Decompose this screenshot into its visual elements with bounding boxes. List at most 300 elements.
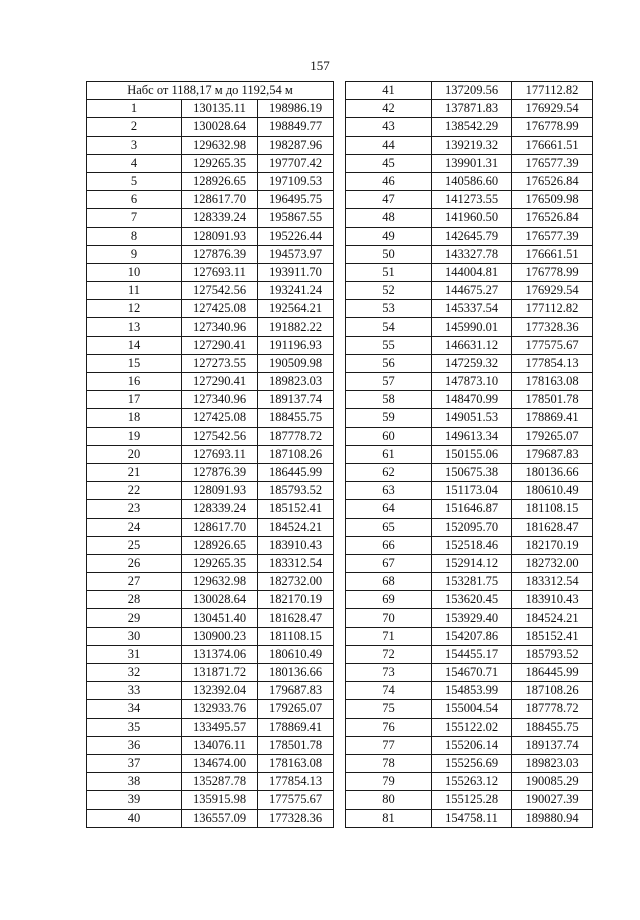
point-number: 43 [346,118,432,136]
point-number: 21 [87,463,182,481]
table-row [346,736,593,754]
coordinate-x: 128091.93 [182,227,258,245]
coordinate-x: 141960.50 [432,209,512,227]
coordinate-y: 176661.51 [512,245,593,263]
point-number: 32 [87,664,182,682]
point-number: 17 [87,391,182,409]
point-number: 11 [87,282,182,300]
point-number: 63 [346,482,432,500]
table-row [87,627,334,645]
coordinate-x: 132933.76 [182,700,258,718]
table-row [87,773,334,791]
coordinate-x: 153929.40 [432,609,512,627]
coordinate-y: 195867.55 [258,209,334,227]
point-number: 42 [346,100,432,118]
point-number: 35 [87,718,182,736]
coordinate-y: 198986.19 [258,100,334,118]
point-number: 73 [346,664,432,682]
table-row [87,136,334,154]
coordinate-y: 176509.98 [512,191,593,209]
table-row [87,100,334,118]
coordinate-x: 154758.11 [432,809,512,827]
table-row [87,391,334,409]
table-row [87,682,334,700]
point-number: 31 [87,645,182,663]
coordinate-x: 149051.53 [432,409,512,427]
coordinate-x: 147259.32 [432,354,512,372]
coordinate-x: 129632.98 [182,136,258,154]
coordinate-y: 182170.19 [512,536,593,554]
point-number: 38 [87,773,182,791]
coordinate-y: 183312.54 [512,573,593,591]
coordinate-x: 147873.10 [432,373,512,391]
table-row [346,245,593,263]
coordinate-y: 178501.78 [258,736,334,754]
coordinate-y: 181628.47 [258,609,334,627]
table-row [87,354,334,372]
table-row [87,791,334,809]
coordinate-y: 183312.54 [258,554,334,572]
table-row [87,573,334,591]
coordinate-y: 179265.07 [258,700,334,718]
point-number: 61 [346,445,432,463]
table-row [346,209,593,227]
coordinate-x: 154853.99 [432,682,512,700]
coordinate-y: 188455.75 [512,718,593,736]
coordinate-y: 197707.42 [258,154,334,172]
coordinate-x: 128617.70 [182,518,258,536]
coordinate-y: 182732.00 [258,573,334,591]
point-number: 41 [346,82,432,100]
point-number: 16 [87,373,182,391]
point-number: 56 [346,354,432,372]
point-number: 8 [87,227,182,245]
coordinate-x: 128926.65 [182,536,258,554]
coordinate-x: 143327.78 [432,245,512,263]
coordinate-y: 177112.82 [512,82,593,100]
coordinate-x: 144675.27 [432,282,512,300]
point-number: 2 [87,118,182,136]
point-number: 53 [346,300,432,318]
coordinate-y: 177328.36 [512,318,593,336]
table-row [346,536,593,554]
table-header: Набс от 1188,17 м до 1192,54 м [87,82,334,100]
coordinate-x: 154670.71 [432,664,512,682]
table-row [346,700,593,718]
coordinate-x: 141273.55 [432,191,512,209]
table-row [346,518,593,536]
coordinate-x: 130028.64 [182,118,258,136]
coordinate-y: 190027.39 [512,791,593,809]
coordinate-x: 135287.78 [182,773,258,791]
coordinate-x: 127425.08 [182,409,258,427]
table-row [346,645,593,663]
coordinate-y: 188455.75 [258,409,334,427]
point-number: 18 [87,409,182,427]
coordinate-y: 186445.99 [258,463,334,481]
point-number: 54 [346,318,432,336]
point-number: 55 [346,336,432,354]
coordinate-y: 189823.03 [512,754,593,772]
coordinate-y: 198849.77 [258,118,334,136]
coordinates-table-right [345,81,593,828]
point-number: 34 [87,700,182,718]
point-number: 44 [346,136,432,154]
coordinate-y: 176778.99 [512,118,593,136]
coordinate-y: 181108.15 [512,500,593,518]
table-row [346,591,593,609]
table-row [87,809,334,827]
table-row [346,100,593,118]
coordinate-x: 153281.75 [432,573,512,591]
point-number: 20 [87,445,182,463]
table-row [87,336,334,354]
table-row [87,172,334,190]
table-row [87,300,334,318]
coordinate-x: 128926.65 [182,172,258,190]
coordinate-y: 178869.41 [258,718,334,736]
coordinate-y: 191196.93 [258,336,334,354]
coordinate-y: 178163.08 [258,754,334,772]
coordinate-y: 193241.24 [258,282,334,300]
table-row [346,427,593,445]
coordinate-y: 195226.44 [258,227,334,245]
coordinate-y: 177575.67 [258,791,334,809]
point-number: 7 [87,209,182,227]
coordinate-x: 145990.01 [432,318,512,336]
coordinate-x: 127693.11 [182,263,258,281]
coordinate-y: 192564.21 [258,300,334,318]
table-row [87,263,334,281]
point-number: 37 [87,754,182,772]
coordinate-y: 177328.36 [258,809,334,827]
coordinate-x: 128617.70 [182,191,258,209]
coordinate-x: 128339.24 [182,500,258,518]
coordinate-y: 197109.53 [258,172,334,190]
point-number: 24 [87,518,182,536]
coordinate-x: 152518.46 [432,536,512,554]
coordinate-y: 185152.41 [258,500,334,518]
coordinate-y: 177854.13 [258,773,334,791]
coordinate-y: 179687.83 [512,445,593,463]
coordinate-y: 187108.26 [512,682,593,700]
point-number: 40 [87,809,182,827]
table-row [346,409,593,427]
table-row [87,645,334,663]
table-row [87,664,334,682]
coordinate-y: 176577.39 [512,227,593,245]
table-row [87,518,334,536]
coordinate-x: 155206.14 [432,736,512,754]
coordinate-y: 180136.66 [512,463,593,481]
coordinate-y: 179265.07 [512,427,593,445]
table-row [346,445,593,463]
table-row [346,554,593,572]
table-row [346,227,593,245]
table-row [346,754,593,772]
coordinate-x: 155263.12 [432,773,512,791]
point-number: 47 [346,191,432,209]
point-number: 27 [87,573,182,591]
coordinate-x: 127542.56 [182,282,258,300]
table-row [346,282,593,300]
point-number: 71 [346,627,432,645]
coordinate-x: 132392.04 [182,682,258,700]
table-row [346,791,593,809]
coordinate-x: 131374.06 [182,645,258,663]
table-row [87,500,334,518]
point-number: 59 [346,409,432,427]
table-row [346,627,593,645]
point-number: 46 [346,172,432,190]
coordinate-y: 182732.00 [512,554,593,572]
table-row [87,482,334,500]
coordinate-x: 142645.79 [432,227,512,245]
table-row [87,554,334,572]
point-number: 79 [346,773,432,791]
coordinate-x: 128339.24 [182,209,258,227]
coordinate-x: 138542.29 [432,118,512,136]
point-number: 66 [346,536,432,554]
table-row [87,445,334,463]
coordinate-y: 194573.97 [258,245,334,263]
point-number: 81 [346,809,432,827]
coordinate-y: 180610.49 [258,645,334,663]
point-number: 67 [346,554,432,572]
point-number: 57 [346,373,432,391]
table-row [87,227,334,245]
coordinate-x: 131871.72 [182,664,258,682]
point-number: 23 [87,500,182,518]
coordinate-y: 178501.78 [512,391,593,409]
point-number: 29 [87,609,182,627]
coordinate-y: 185793.52 [258,482,334,500]
coordinate-y: 189823.03 [258,373,334,391]
point-number: 19 [87,427,182,445]
coordinate-y: 187108.26 [258,445,334,463]
table-row [346,136,593,154]
coordinate-y: 181628.47 [512,518,593,536]
coordinate-x: 139901.31 [432,154,512,172]
point-number: 68 [346,573,432,591]
point-number: 15 [87,354,182,372]
coordinate-y: 176929.54 [512,100,593,118]
coordinate-x: 127290.41 [182,336,258,354]
coordinate-y: 176778.99 [512,263,593,281]
coordinate-x: 153620.45 [432,591,512,609]
coordinate-y: 187778.72 [258,427,334,445]
coordinate-y: 177575.67 [512,336,593,354]
table-row [87,409,334,427]
point-number: 12 [87,300,182,318]
coordinate-y: 189137.74 [512,736,593,754]
coordinate-x: 140586.60 [432,172,512,190]
point-number: 6 [87,191,182,209]
coordinate-y: 196495.75 [258,191,334,209]
table-header-row [87,82,334,100]
point-number: 77 [346,736,432,754]
coordinates-table-left [86,81,334,828]
point-number: 48 [346,209,432,227]
coordinate-x: 127693.11 [182,445,258,463]
page-number: 157 [310,58,330,73]
coordinate-y: 190509.98 [258,354,334,372]
coordinate-x: 144004.81 [432,263,512,281]
coordinate-x: 128091.93 [182,482,258,500]
point-number: 36 [87,736,182,754]
table-row [346,373,593,391]
coordinate-y: 176526.84 [512,209,593,227]
coordinate-x: 151646.87 [432,500,512,518]
point-number: 49 [346,227,432,245]
table-row [346,336,593,354]
coordinate-y: 178869.41 [512,409,593,427]
point-number: 39 [87,791,182,809]
coordinate-y: 177854.13 [512,354,593,372]
coordinate-x: 155125.28 [432,791,512,809]
coordinate-x: 155004.54 [432,700,512,718]
point-number: 74 [346,682,432,700]
coordinate-x: 155256.69 [432,754,512,772]
point-number: 62 [346,463,432,481]
coordinate-x: 136557.09 [182,809,258,827]
point-number: 45 [346,154,432,172]
point-number: 30 [87,627,182,645]
table-row [346,354,593,372]
coordinate-x: 127425.08 [182,300,258,318]
table-row [87,754,334,772]
table-row [87,245,334,263]
point-number: 69 [346,591,432,609]
coordinate-x: 151173.04 [432,482,512,500]
point-number: 72 [346,645,432,663]
point-number: 28 [87,591,182,609]
table-row [346,482,593,500]
table-row [346,300,593,318]
coordinate-x: 150675.38 [432,463,512,481]
table-row [87,118,334,136]
point-number: 51 [346,263,432,281]
coordinate-y: 176577.39 [512,154,593,172]
coordinate-y: 176661.51 [512,136,593,154]
coordinate-x: 133495.57 [182,718,258,736]
table-row [87,191,334,209]
table-row [87,463,334,481]
coordinate-x: 137871.83 [432,100,512,118]
coordinate-y: 179687.83 [258,682,334,700]
point-number: 1 [87,100,182,118]
point-number: 25 [87,536,182,554]
coordinate-y: 189137.74 [258,391,334,409]
coordinate-x: 139219.32 [432,136,512,154]
table-row [346,773,593,791]
point-number: 58 [346,391,432,409]
point-number: 22 [87,482,182,500]
coordinate-x: 127340.96 [182,391,258,409]
coordinate-x: 154455.17 [432,645,512,663]
table-row [87,373,334,391]
coordinate-x: 129265.35 [182,554,258,572]
point-number: 78 [346,754,432,772]
coordinate-x: 134076.11 [182,736,258,754]
coordinate-y: 178163.08 [512,373,593,391]
table-row [87,209,334,227]
table-row [346,809,593,827]
coordinate-y: 180610.49 [512,482,593,500]
table-row [346,172,593,190]
coordinate-x: 129632.98 [182,573,258,591]
coordinate-y: 189880.94 [512,809,593,827]
coordinate-y: 176929.54 [512,282,593,300]
table-row [346,463,593,481]
point-number: 64 [346,500,432,518]
table-row [87,718,334,736]
coordinate-y: 193911.70 [258,263,334,281]
coordinate-x: 154207.86 [432,627,512,645]
point-number: 70 [346,609,432,627]
table-row [346,718,593,736]
table-row [346,609,593,627]
table-row [87,427,334,445]
table-row [346,154,593,172]
coordinate-x: 130028.64 [182,591,258,609]
coordinate-y: 186445.99 [512,664,593,682]
table-row [346,682,593,700]
coordinate-y: 191882.22 [258,318,334,336]
point-number: 33 [87,682,182,700]
point-number: 50 [346,245,432,263]
table-row [87,154,334,172]
point-number: 10 [87,263,182,281]
point-number: 26 [87,554,182,572]
point-number: 4 [87,154,182,172]
coordinate-x: 137209.56 [432,82,512,100]
point-number: 13 [87,318,182,336]
coordinate-y: 185152.41 [512,627,593,645]
coordinate-x: 127290.41 [182,373,258,391]
coordinate-x: 152095.70 [432,518,512,536]
table-row [346,118,593,136]
point-number: 75 [346,700,432,718]
table-row [346,191,593,209]
point-number: 52 [346,282,432,300]
coordinate-x: 130451.40 [182,609,258,627]
coordinate-x: 146631.12 [432,336,512,354]
table-row [87,609,334,627]
coordinate-y: 185793.52 [512,645,593,663]
point-number: 76 [346,718,432,736]
coordinate-y: 180136.66 [258,664,334,682]
table-row [87,736,334,754]
coordinate-x: 127542.56 [182,427,258,445]
table-row [87,318,334,336]
coordinate-y: 187778.72 [512,700,593,718]
point-number: 60 [346,427,432,445]
table-row [346,500,593,518]
point-number: 80 [346,791,432,809]
coordinate-x: 135915.98 [182,791,258,809]
table-row [346,391,593,409]
coordinate-x: 127876.39 [182,245,258,263]
coordinate-y: 177112.82 [512,300,593,318]
table-row [346,263,593,281]
coordinate-y: 198287.96 [258,136,334,154]
point-number: 9 [87,245,182,263]
coordinate-x: 129265.35 [182,154,258,172]
coordinate-x: 152914.12 [432,554,512,572]
coordinate-y: 176526.84 [512,172,593,190]
table-row [87,282,334,300]
